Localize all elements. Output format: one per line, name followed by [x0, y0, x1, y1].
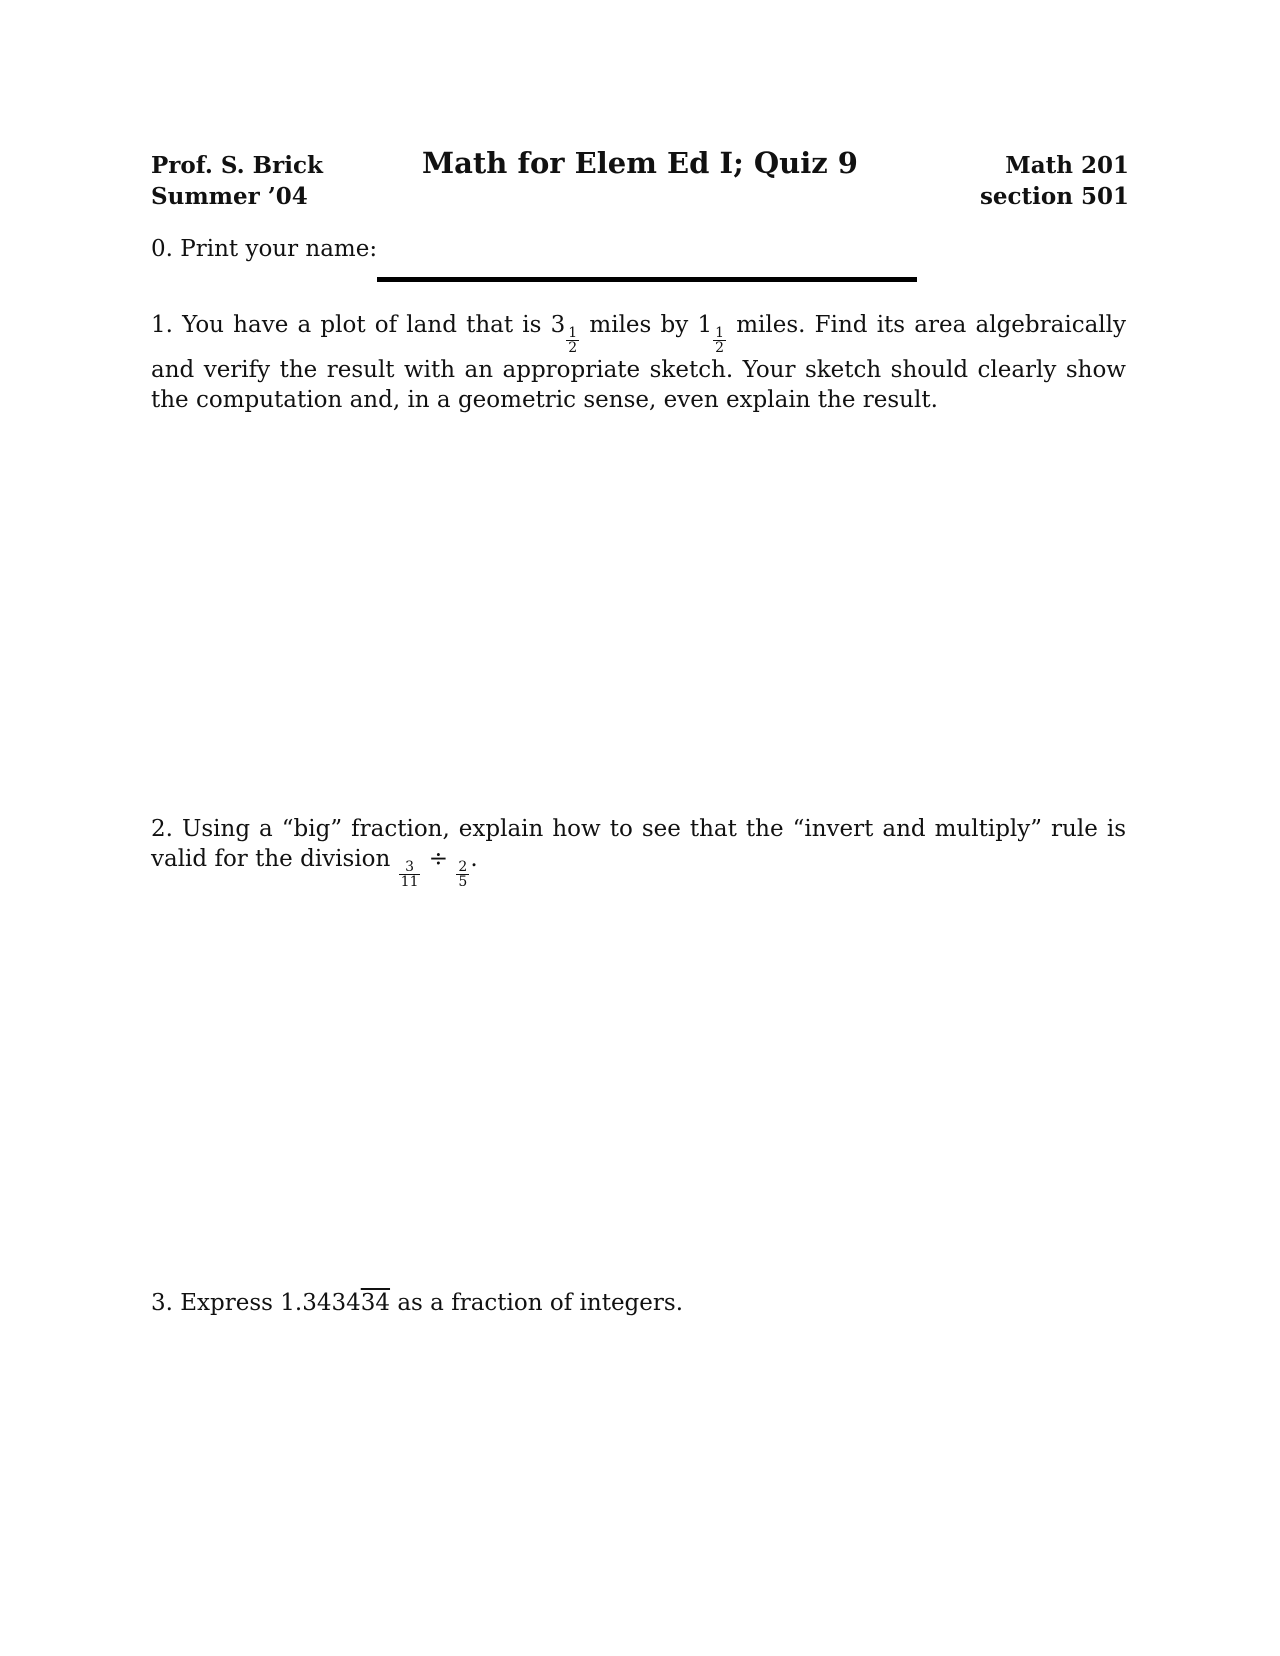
term: Summer ’04: [151, 183, 308, 210]
instructor-name: Prof. S. Brick: [151, 152, 323, 179]
repeating-digits: 34: [360, 1290, 391, 1316]
fraction-numerator: 3: [399, 860, 421, 875]
course-number: Math 201: [1005, 152, 1129, 179]
fraction-three-elevenths: [399, 860, 421, 889]
q1-mid: miles by 1: [580, 312, 713, 338]
question-2: [151, 814, 1126, 889]
fraction-denominator: 2: [568, 339, 578, 356]
quiz-title: Math for Elem Ed I; Quiz 9: [422, 146, 858, 180]
q1-rest: miles. Find its area algebraically and verify the result with an appropriate sketch. Your sketch should clearly show the computation and, in a geometric sense, even explain the result.: [151, 312, 1126, 413]
section-number: section 501: [979, 183, 1129, 210]
fraction-denominator: 2: [715, 339, 725, 356]
fraction-numerator: 2: [458, 858, 468, 875]
q2-lead: 2. Using a “big” fraction, explain how to see that the “invert and multiply” rule is valid for the division: [151, 816, 1126, 872]
name-underline[interactable]: [377, 277, 917, 282]
q1-lead: 1. You have a plot of land that is 3: [151, 312, 566, 338]
question-0-prompt: 0. Print your name:: [151, 236, 378, 262]
header-right: [980, 150, 1129, 212]
fraction-numerator: 1: [568, 324, 578, 341]
question-3: [151, 1288, 1126, 1318]
q3-lead: 3. Express 1.3434: [151, 1290, 361, 1316]
q3-rest: as a fraction of integers.: [390, 1290, 684, 1316]
question-1: [151, 310, 1126, 415]
fraction-numerator: 1: [715, 324, 725, 341]
fraction-denominator: 5: [458, 873, 468, 890]
fraction-one-half: [566, 326, 579, 355]
fraction-one-half: [713, 326, 726, 355]
fraction-two-fifths: [456, 860, 469, 889]
q2-end: .: [470, 846, 478, 872]
division-operator: ÷: [421, 846, 456, 872]
fraction-denominator: 11: [400, 873, 419, 890]
